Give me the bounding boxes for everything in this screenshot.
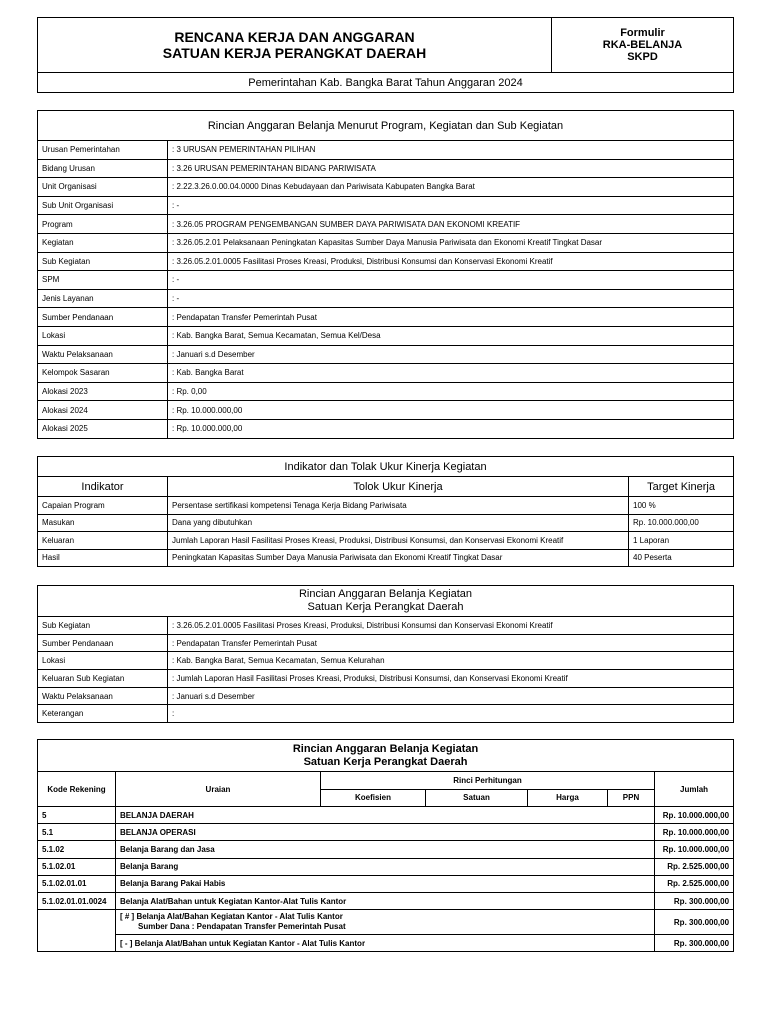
row-value: : Rp. 10.000.000,00 — [168, 401, 734, 420]
form-line-1: Formulir — [620, 27, 665, 39]
col-indikator: Indikator — [38, 477, 168, 497]
row-value: : Jumlah Laporan Hasil Fasilitasi Proses Kreasi, Produksi, Distribusi Konsumsi, dan Konservasi Ekonomi Kreatif — [168, 670, 734, 688]
kode-rekening-cell: 5.1.02.01 — [38, 858, 116, 875]
tolok-ukur-cell: Dana yang dibutuhkan — [168, 514, 629, 532]
row-value: : Kab. Bangka Barat, Semua Kecamatan, Semua Kel/Desa — [168, 326, 734, 345]
uraian-cell: BELANJA OPERASI — [116, 824, 655, 841]
group-line-2: Sumber Dana : Pendapatan Transfer Pemerintah Pusat — [138, 922, 346, 932]
target-cell: Rp. 10.000.000,00 — [629, 514, 734, 532]
program-row — [38, 364, 734, 383]
budget-section-title — [38, 740, 734, 772]
tolok-ukur-cell: Persentase sertifikasi kompetensi Tenaga Kerja Bidang Pariwisata — [168, 497, 629, 515]
row-label: Bidang Urusan — [38, 159, 168, 178]
indikator-cell: Masukan — [38, 514, 168, 532]
indicator-row — [38, 532, 734, 550]
activity-title-line-2: Satuan Kerja Perangkat Daerah — [307, 601, 464, 613]
kode-rekening-cell: 5.1.02.01.01 — [38, 875, 116, 892]
title-line-1: RENCANA KERJA DAN ANGGARAN — [174, 29, 415, 45]
activity-row — [38, 634, 734, 652]
row-label: Waktu Pelaksanaan — [38, 687, 168, 705]
target-cell: 100 % — [629, 497, 734, 515]
tolok-ukur-cell: Peningkatan Kapasitas Sumber Daya Manusia Pariwisata dan Ekonomi Kreatif Tingkat Dasar — [168, 549, 629, 567]
col-satuan: Satuan — [426, 789, 528, 807]
program-section — [37, 110, 734, 439]
row-value: : 2.22.3.26.0.00.04.0000 Dinas Kebudayaan dan Pariwisata Kabupaten Bangka Barat — [168, 178, 734, 197]
col-harga: Harga — [528, 789, 608, 807]
row-value: : Kab. Bangka Barat, Semua Kecamatan, Semua Kelurahan — [168, 652, 734, 670]
row-value: : — [168, 705, 734, 723]
tolok-ukur-cell: Jumlah Laporan Hasil Fasilitasi Proses Kreasi, Produksi, Distribusi Konsumsi, dan Konservasi Ekonomi Kreatif — [168, 532, 629, 550]
form-line-3: SKPD — [627, 51, 658, 63]
row-label: Urusan Pemerintahan — [38, 141, 168, 160]
jumlah-cell: Rp. 300.000,00 — [655, 892, 734, 909]
row-value: : Januari s.d Desember — [168, 687, 734, 705]
title-line-2: SATUAN KERJA PERANGKAT DAERAH — [162, 45, 427, 61]
kode-rekening-cell: 5.1.02 — [38, 841, 116, 858]
indikator-cell: Capaian Program — [38, 497, 168, 515]
program-row — [38, 196, 734, 215]
row-label: Unit Organisasi — [38, 178, 168, 197]
row-label: Program — [38, 215, 168, 234]
jumlah-cell: Rp. 10.000.000,00 — [655, 841, 734, 858]
budget-title-line-2: Satuan Kerja Perangkat Daerah — [303, 755, 468, 768]
row-value: : - — [168, 289, 734, 308]
row-label: Sub Kegiatan — [38, 617, 168, 635]
row-label: Keterangan — [38, 705, 168, 723]
uraian-cell: BELANJA DAERAH — [116, 807, 655, 824]
uraian-cell: Belanja Barang Pakai Habis — [116, 875, 655, 892]
jumlah-cell: Rp. 2.525.000,00 — [655, 858, 734, 875]
row-value: : Rp. 0,00 — [168, 382, 734, 401]
row-label: Waktu Pelaksanaan — [38, 345, 168, 364]
row-label: Keluaran Sub Kegiatan — [38, 670, 168, 688]
program-section-title: Rincian Anggaran Belanja Menurut Program, Kegiatan dan Sub Kegiatan — [38, 111, 734, 141]
program-row — [38, 382, 734, 401]
document-title — [38, 18, 552, 73]
program-row — [38, 308, 734, 327]
activity-row — [38, 705, 734, 723]
row-value: : 3.26 URUSAN PEMERINTAHAN BIDANG PARIWISATA — [168, 159, 734, 178]
activity-section-title — [38, 586, 734, 617]
col-ppn: PPN — [608, 789, 655, 807]
budget-row — [38, 807, 734, 824]
program-row — [38, 141, 734, 160]
program-row — [38, 345, 734, 364]
target-cell: 40 Peserta — [629, 549, 734, 567]
group-jumlah: Rp. 300.000,00 — [655, 910, 734, 935]
group-line-1: [ # ] Belanja Alat/Bahan Kegiatan Kantor - Alat Tulis Kantor — [120, 912, 343, 922]
row-label: Alokasi 2025 — [38, 419, 168, 438]
uraian-cell: Belanja Barang — [116, 858, 655, 875]
program-row — [38, 215, 734, 234]
program-row — [38, 178, 734, 197]
budget-row — [38, 824, 734, 841]
row-value: : Pendapatan Transfer Pemerintah Pusat — [168, 634, 734, 652]
col-target: Target Kinerja — [629, 477, 734, 497]
item-kode-empty — [38, 935, 116, 952]
program-row — [38, 401, 734, 420]
row-label: Sumber Pendanaan — [38, 634, 168, 652]
col-kode-rekening: Kode Rekening — [38, 772, 116, 807]
row-label: Sumber Pendanaan — [38, 308, 168, 327]
activity-section — [37, 585, 734, 723]
row-value: : Kab. Bangka Barat — [168, 364, 734, 383]
budget-row — [38, 841, 734, 858]
program-row — [38, 289, 734, 308]
form-header — [37, 17, 734, 93]
col-uraian: Uraian — [116, 772, 321, 807]
row-label: Lokasi — [38, 326, 168, 345]
row-label: Lokasi — [38, 652, 168, 670]
indicator-row — [38, 514, 734, 532]
program-row — [38, 419, 734, 438]
col-tolok-ukur: Tolok Ukur Kinerja — [168, 477, 629, 497]
row-value: : - — [168, 271, 734, 290]
col-rinci-perhitungan: Rinci Perhitungan — [321, 772, 655, 790]
indicator-section — [37, 456, 734, 567]
col-koefisien: Koefisien — [321, 789, 426, 807]
row-value: : Pendapatan Transfer Pemerintah Pusat — [168, 308, 734, 327]
program-row — [38, 326, 734, 345]
budget-row — [38, 875, 734, 892]
uraian-cell: Belanja Barang dan Jasa — [116, 841, 655, 858]
indikator-cell: Keluaran — [38, 532, 168, 550]
group-line — [116, 910, 655, 935]
activity-title-line-1: Rincian Anggaran Belanja Kegiatan — [298, 588, 473, 600]
kode-rekening-cell: 5.1 — [38, 824, 116, 841]
jumlah-cell: Rp. 10.000.000,00 — [655, 824, 734, 841]
form-line-2: RKA-BELANJA — [602, 39, 683, 51]
row-label: Kegiatan — [38, 233, 168, 252]
kode-rekening-cell: 5.1.02.01.01.0024 — [38, 892, 116, 909]
row-label: Jenis Layanan — [38, 289, 168, 308]
row-label: Kelompok Sasaran — [38, 364, 168, 383]
row-value: : 3.26.05.2.01.0005 Fasilitasi Proses Kreasi, Produksi, Distribusi Konsumsi dan Konservasi Ekonomi Kreatif — [168, 252, 734, 271]
row-label: Alokasi 2023 — [38, 382, 168, 401]
row-value: : Januari s.d Desember — [168, 345, 734, 364]
row-value: : 3.26.05.2.01 Pelaksanaan Peningkatan Kapasitas Sumber Daya Manusia Pariwisata dan Ekonomi Kreatif Tingkat Dasar — [168, 233, 734, 252]
kode-rekening-cell: 5 — [38, 807, 116, 824]
row-label: Sub Unit Organisasi — [38, 196, 168, 215]
activity-row — [38, 687, 734, 705]
col-jumlah: Jumlah — [655, 772, 734, 807]
program-row — [38, 271, 734, 290]
row-label: Sub Kegiatan — [38, 252, 168, 271]
row-value: : 3.26.05 PROGRAM PENGEMBANGAN SUMBER DAYA PARIWISATA DAN EKONOMI KREATIF — [168, 215, 734, 234]
budget-row — [38, 858, 734, 875]
budget-row — [38, 892, 734, 909]
row-label: Alokasi 2024 — [38, 401, 168, 420]
activity-row — [38, 670, 734, 688]
group-kode-empty — [38, 910, 116, 935]
program-row — [38, 252, 734, 271]
row-value: : Rp. 10.000.000,00 — [168, 419, 734, 438]
activity-row — [38, 617, 734, 635]
uraian-cell: Belanja Alat/Bahan untuk Kegiatan Kantor-Alat Tulis Kantor — [116, 892, 655, 909]
budget-section — [37, 739, 734, 952]
activity-row — [38, 652, 734, 670]
program-row — [38, 159, 734, 178]
row-label: SPM — [38, 271, 168, 290]
target-cell: 1 Laporan — [629, 532, 734, 550]
indicator-section-title: Indikator dan Tolak Ukur Kinerja Kegiatan — [38, 457, 734, 477]
item-jumlah: Rp. 300.000,00 — [655, 935, 734, 952]
budget-title-line-1: Rincian Anggaran Belanja Kegiatan — [292, 742, 479, 755]
item-line: [ - ] Belanja Alat/Bahan untuk Kegiatan Kantor - Alat Tulis Kantor — [116, 935, 655, 952]
indicator-row — [38, 497, 734, 515]
program-row — [38, 233, 734, 252]
jumlah-cell: Rp. 2.525.000,00 — [655, 875, 734, 892]
jumlah-cell: Rp. 10.000.000,00 — [655, 807, 734, 824]
indikator-cell: Hasil — [38, 549, 168, 567]
government-year: Pemerintahan Kab. Bangka Barat Tahun Anggaran 2024 — [38, 73, 734, 93]
row-value: : - — [168, 196, 734, 215]
row-value: : 3.26.05.2.01.0005 Fasilitasi Proses Kreasi, Produksi, Distribusi Konsumsi dan Konservasi Ekonomi Kreatif — [168, 617, 734, 635]
form-code — [552, 18, 734, 73]
indicator-row — [38, 549, 734, 567]
row-value: : 3 URUSAN PEMERINTAHAN PILIHAN — [168, 141, 734, 160]
